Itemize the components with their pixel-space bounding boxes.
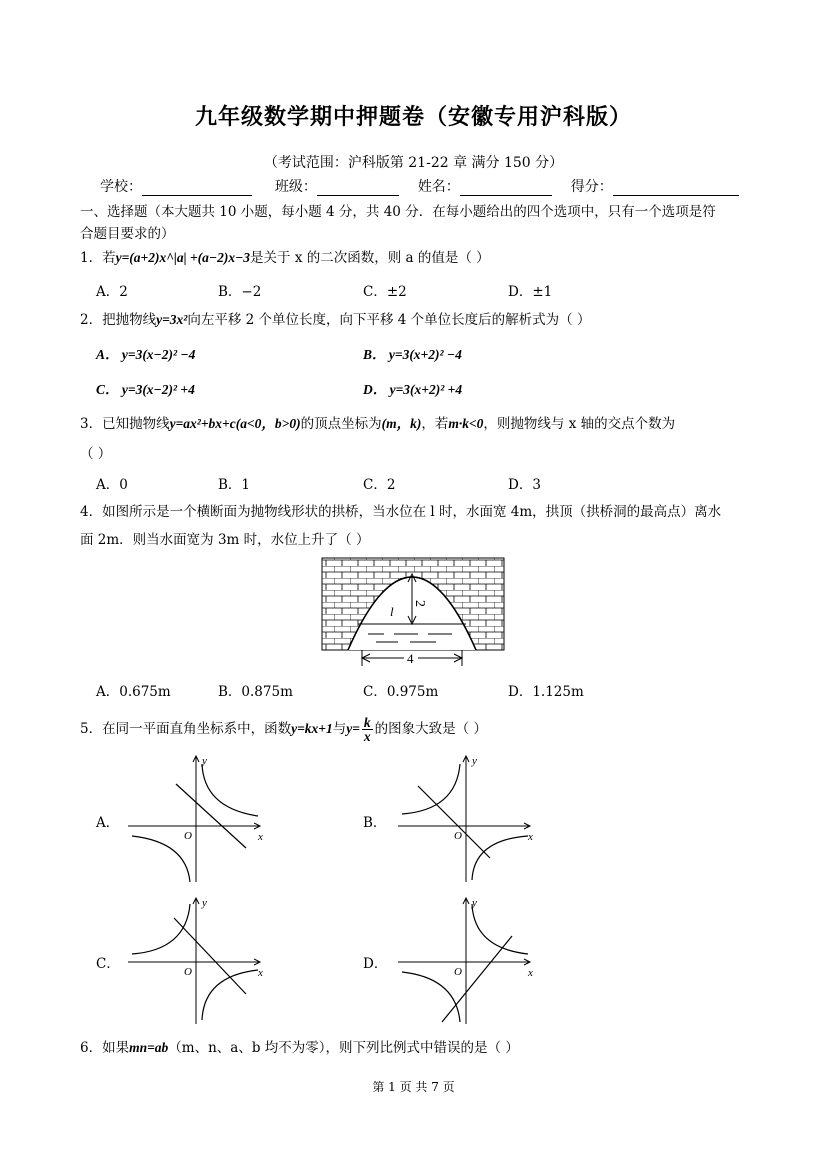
section-header-line1: 一、选择题（本大题共 10 小题，每小题 4 分，共 40 分．在每小题给出的四个选项中，只有一个选项是符	[80, 204, 716, 220]
info-line	[100, 176, 739, 196]
score-label: 得分：	[570, 179, 613, 195]
page-footer: 第 1 页 共 7 页	[372, 1080, 455, 1094]
svg-text:O: O	[454, 830, 462, 842]
q2-expression: y=3x²	[156, 312, 188, 327]
svg-text:x: x	[258, 967, 263, 979]
question-3: 3．已知抛物线y=ax²+bx+c(a<0，b>0)的顶点坐标为(m，k)，若m·k<0，则抛物线与 x 轴的交点个数为	[80, 416, 676, 432]
section-header-line2: 合题目要求的）	[80, 226, 175, 242]
q1-option-d[interactable]: D．±1	[508, 284, 553, 300]
question-5: 5．在同一平面直角坐标系中，函数y=kx+1与y= $\frac{k}{x}$ 的图象大致是（ ）	[80, 715, 487, 744]
q5-option-b[interactable]: B．	[363, 815, 387, 831]
q4-option-c[interactable]: C．0.975m	[363, 684, 439, 700]
school-blank[interactable]	[142, 181, 252, 196]
graph-option-a	[120, 750, 270, 885]
question-4-line1: 4．如图所示是一个横断面为抛物线形状的拱桥，当水位在 l 时，水面宽 4m，拱顶（拱桥洞的最高点）离水	[80, 504, 722, 520]
class-blank[interactable]	[317, 181, 399, 196]
question-4-line2: 面 2m．则当水面宽为 3m 时，水位上升了（ ）	[80, 532, 370, 548]
svg-text:y: y	[472, 755, 477, 767]
svg-text:O: O	[184, 966, 192, 978]
q5-option-a[interactable]: A．	[96, 815, 120, 831]
q3-option-b[interactable]: B．1	[218, 477, 251, 493]
q1-option-c[interactable]: C．±2	[363, 284, 407, 300]
svg-text:O: O	[454, 966, 462, 978]
height-label: 2	[412, 600, 427, 607]
question-2: 2．把抛物线y=3x²向左平移 2 个单位长度，向下平移 4 个单位长度后的解析式为（ ）	[80, 312, 591, 328]
q4-option-d[interactable]: D．1.125m	[508, 684, 584, 700]
q5-option-c[interactable]: C．	[96, 956, 120, 972]
bridge-figure	[318, 554, 508, 674]
graph-option-d	[390, 892, 540, 1027]
q5-option-d[interactable]: D．	[363, 956, 388, 972]
q2-option-d[interactable]: D． y=3(x+2)² +4	[363, 382, 463, 397]
q3-option-c[interactable]: C．2	[363, 477, 396, 493]
svg-text:y: y	[202, 897, 207, 909]
q1-expression: y=(a+2)x^|a| +(a−2)x−3	[115, 250, 251, 265]
page-title: 九年级数学期中押题卷（安徽专用沪科版）	[194, 105, 632, 130]
graph-option-c	[120, 892, 270, 1027]
question-6: 6．如果mn=ab（m、n、a、b 均不为零），则下列比例式中错误的是（ ）	[80, 1040, 519, 1056]
exam-scope: （考试范围：沪科版第 21-22 章 满分 150 分）	[263, 155, 564, 171]
q6-expression: mn=ab	[129, 1040, 169, 1055]
svg-text:x: x	[528, 831, 533, 843]
q2-option-c[interactable]: C． y=3(x−2)² +4	[96, 382, 195, 397]
svg-text:y: y	[472, 897, 477, 909]
q3-option-d[interactable]: D．3	[508, 477, 541, 493]
svg-text:x: x	[258, 831, 263, 843]
q4-option-b[interactable]: B．0.875m	[218, 684, 293, 700]
svg-text:x: x	[528, 967, 533, 979]
q2-option-a[interactable]: A． y=3(x−2)² −4	[96, 347, 196, 362]
graph-option-b	[390, 750, 540, 885]
q5-fraction: $\frac{k}{x}$	[363, 715, 371, 744]
question-3-line2: （ ）	[80, 446, 112, 462]
name-label: 姓名：	[417, 179, 460, 195]
q2-option-b[interactable]: B． y=3(x+2)² −4	[363, 347, 462, 362]
score-blank[interactable]	[613, 181, 739, 196]
class-label: 班级：	[274, 179, 317, 195]
svg-text:O: O	[184, 830, 192, 842]
q4-option-a[interactable]: A．0.675m	[96, 684, 171, 700]
q3-option-a[interactable]: A．0	[96, 477, 128, 493]
question-1: 1．若y=(a+2)x^|a| +(a−2)x−3是关于 x 的二次函数，则 a 的值是（ ）	[80, 250, 490, 266]
school-label: 学校：	[100, 179, 142, 195]
svg-text:y: y	[202, 755, 207, 767]
q1-option-b[interactable]: B．−2	[218, 284, 262, 300]
width-label: 4	[407, 651, 414, 666]
water-level-label: l	[390, 604, 394, 619]
name-blank[interactable]	[460, 181, 552, 196]
q1-option-a[interactable]: A．2	[96, 284, 128, 300]
